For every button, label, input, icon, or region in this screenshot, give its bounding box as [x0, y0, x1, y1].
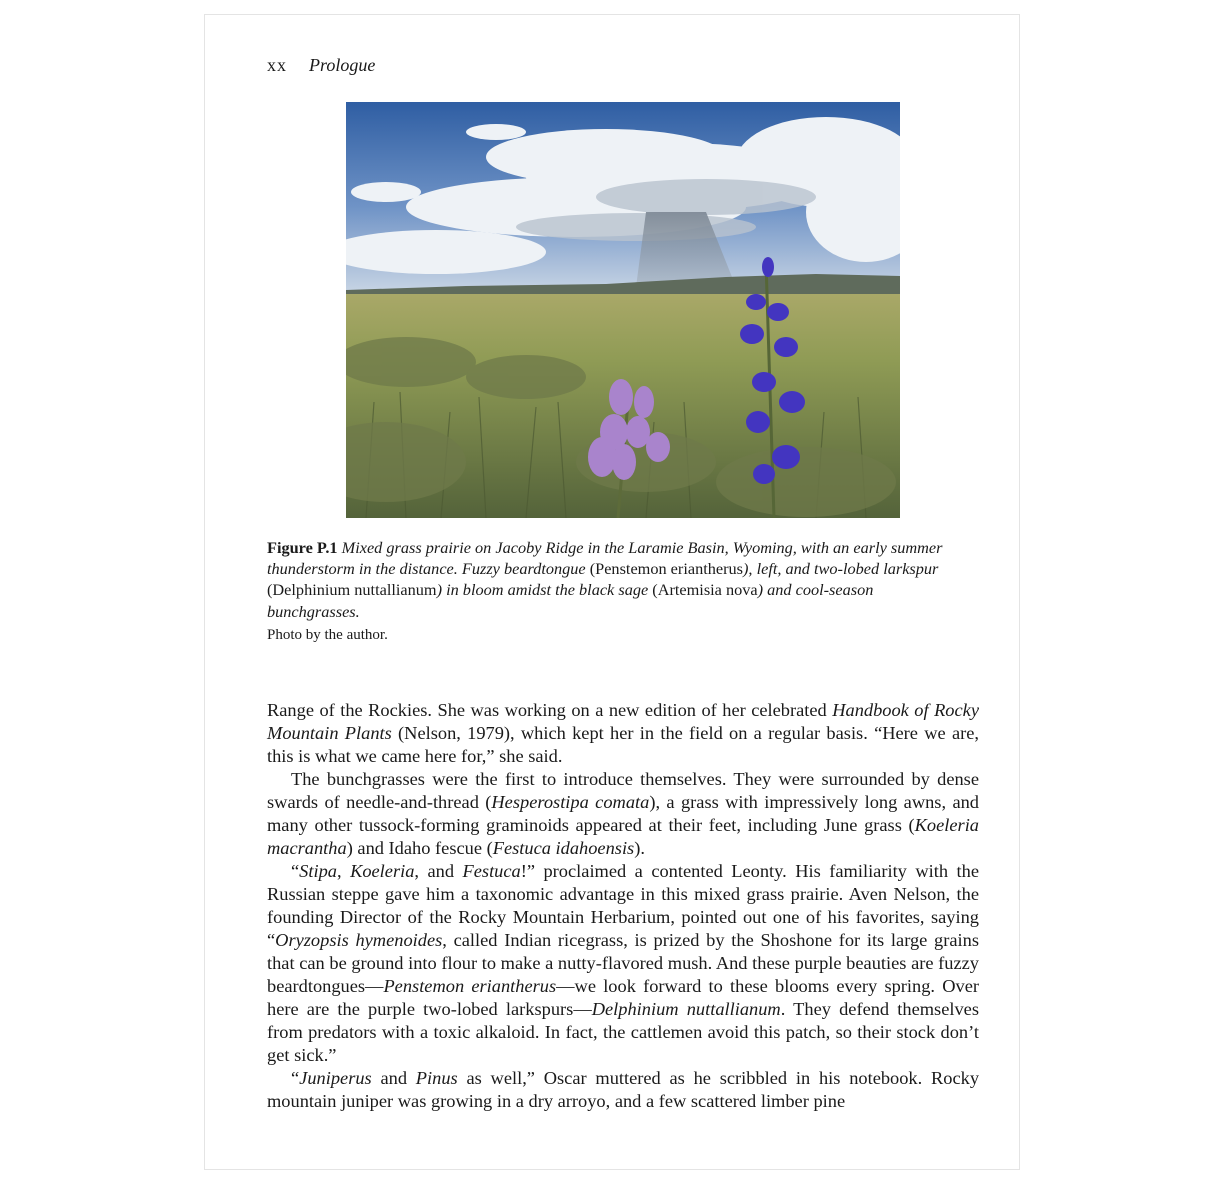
- text-run: Range of the Rockies. She was working on a new edition of her celebrated: [267, 700, 833, 720]
- prairie-photo: [346, 102, 900, 518]
- photo-credit: Photo by the author.: [267, 627, 388, 643]
- text-run: —we look forward to these blooms every spring. Over here are the purple two-lobed larkspurs—: [267, 976, 979, 1019]
- text-run: ) and Idaho fescue (: [346, 838, 493, 858]
- figure-caption-text: [267, 538, 942, 621]
- body-paragraph: [267, 860, 979, 1067]
- text-run: ).: [634, 838, 645, 858]
- body-text: [267, 699, 979, 1113]
- text-run: as well,” Oscar muttered as he scribbled in his notebook. Rocky mountain juniper was growing in a dry arroyo, and a few scattered limber pine: [267, 1068, 980, 1111]
- text-run: , and: [414, 861, 463, 881]
- italic-term: Stipa: [299, 861, 337, 881]
- italic-term: Penstemon eriantherus: [383, 976, 557, 996]
- caption-run: ) in bloom amidst the black sage: [436, 580, 653, 600]
- figure-label: Figure P.1: [267, 538, 338, 557]
- italic-term: Festuca idahoensis: [492, 838, 635, 858]
- body-paragraph: [267, 768, 979, 860]
- italic-term: Handbook of Rocky Mountain Plants: [267, 700, 979, 743]
- italic-term: Koeleria: [350, 861, 415, 881]
- caption-run: Mixed grass prairie on Jacoby Ridge in the Laramie Basin, Wyoming, with an early summer thunderstorm in the distance. Fuzzy beardtongue: [267, 538, 943, 579]
- text-run: !” proclaimed a contented Leonty. His familiarity with the Russian steppe gave him a taxonomic advantage in this mixed grass prairie. Aven Nelson, the founding Director of the Rocky Mountain Herbarium, pointed out one of his favorites, saying “: [267, 861, 979, 950]
- page-folio: xx: [267, 55, 287, 75]
- text-run: The bunchgrasses were the first to introduce themselves. They were surrounded by dense swards of needle-and-thread (: [267, 769, 979, 812]
- caption-run: (Delphinium nuttallianum: [267, 580, 437, 600]
- caption-run: (Penstemon eriantherus: [589, 559, 744, 579]
- text-run: and: [371, 1068, 416, 1088]
- italic-term: Delphinium nuttallianum: [591, 999, 781, 1019]
- caption-run: (Artemisia nova: [652, 580, 758, 600]
- italic-term: Hesperostipa comata: [491, 792, 650, 812]
- italic-term: Juniperus: [299, 1068, 372, 1088]
- italic-term: Oryzopsis hymenoides: [275, 930, 443, 950]
- caption-run: ), left, and two-lobed larkspur: [743, 559, 939, 579]
- text-run: , called Indian ricegrass, is prized by the Shoshone for its large grains that can be ground into flour to make a nutty-flavored mush. And these purple beauties are fuzzy beardtongues—: [267, 930, 979, 996]
- text-run: (Nelson, 1979), which kept her in the field on a regular basis. “Here we are, this is what we came here for,” she said.: [267, 723, 979, 766]
- text-run: . They defend themselves from predators with a toxic alkaloid. In fact, the cattlemen avoid this patch, so their stock don’t get sick.”: [267, 999, 979, 1065]
- text-run: ), a grass with impressively long awns, and many other tussock-forming graminoids appeared at their feet, including June grass (: [267, 792, 979, 835]
- italic-term: Pinus: [415, 1068, 458, 1088]
- figure-caption: [267, 537, 957, 622]
- text-run: ,: [336, 861, 351, 881]
- book-page: [204, 14, 1020, 1170]
- text-run: “: [291, 1068, 300, 1088]
- body-paragraph: [267, 699, 979, 768]
- italic-term: Festuca: [462, 861, 521, 881]
- caption-run: ) and cool-season bunchgrasses.: [267, 580, 874, 621]
- italic-term: Koeleria macrantha: [267, 815, 979, 858]
- running-head: [267, 53, 375, 77]
- section-title: Prologue: [309, 55, 376, 75]
- body-paragraph: [267, 1067, 979, 1113]
- text-run: “: [291, 861, 300, 881]
